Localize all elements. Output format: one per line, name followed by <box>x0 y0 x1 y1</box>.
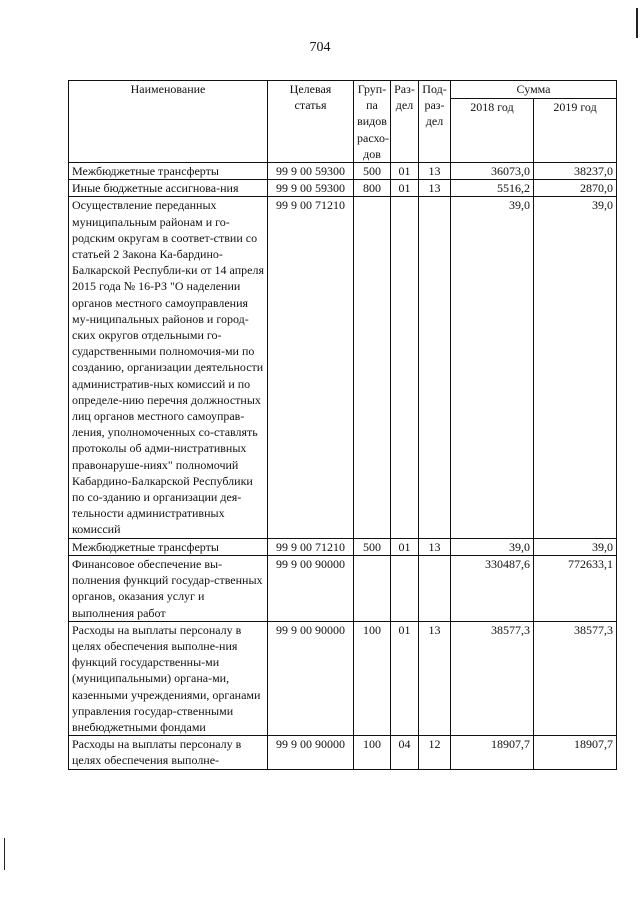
page-number: 704 <box>309 40 331 55</box>
header-year-2019: 2019 год <box>534 98 617 162</box>
row-section <box>391 555 419 621</box>
row-expense-group <box>354 555 391 621</box>
row-expense-group: 100 <box>354 621 391 735</box>
row-sum-2018: 39,0 <box>451 197 534 538</box>
row-target-article: 99 9 00 90000 <box>268 555 354 621</box>
row-sum-2018: 39,0 <box>451 538 534 555</box>
row-target-article: 99 9 00 90000 <box>268 621 354 735</box>
header-sum: Сумма <box>451 81 617 99</box>
row-name: Межбюджетные трансферты <box>69 538 268 555</box>
budget-table <box>68 80 617 770</box>
row-subsection: 12 <box>419 736 451 769</box>
left-edge-mark <box>4 838 5 870</box>
row-name: Иные бюджетные ассигнова-ния <box>69 180 268 197</box>
header-target-article: Целевая статья <box>268 81 354 163</box>
row-subsection: 13 <box>419 163 451 180</box>
table-row <box>69 621 617 735</box>
table-row <box>69 538 617 555</box>
row-target-article: 99 9 00 90000 <box>268 736 354 769</box>
header-name: Наименование <box>69 81 268 163</box>
row-section: 01 <box>391 621 419 735</box>
table-row <box>69 555 617 621</box>
row-section: 01 <box>391 180 419 197</box>
row-sum-2019: 38237,0 <box>534 163 617 180</box>
row-name: Осуществление переданных муниципальным районам и го-родским округам в соответ-ствии со статьей 2 Закона Ка-бардино-Балкарской Республи-ки от 14 апреля 2015 года № 16-РЗ "О наделении органов местного самоуправления му-ниципальных районов и город-ских округов отдельными го-сударственными полномочия-ми по созданию, организации деятельности административ-ных комиссий и по определе-нию перечня должностных лиц органов местного самоуправ-ления, уполномоченных со-ставлять протоколы об адми-нистративных правонаруше-ниях" полномочий Кабардино-Балкарской Республики по со-зданию и организации дея-тельности административных комиссий <box>69 197 268 538</box>
header-section: Раз-дел <box>391 81 419 163</box>
row-section: 01 <box>391 163 419 180</box>
header-row-1 <box>69 81 617 99</box>
row-subsection: 13 <box>419 538 451 555</box>
table-row <box>69 736 617 769</box>
row-expense-group <box>354 197 391 538</box>
row-name: Межбюджетные трансферты <box>69 163 268 180</box>
row-sum-2019: 2870,0 <box>534 180 617 197</box>
right-edge-mark <box>636 8 638 38</box>
header-expense-group: Груп-па видов расхо-дов <box>354 81 391 163</box>
table-row <box>69 197 617 538</box>
row-target-article: 99 9 00 71210 <box>268 538 354 555</box>
row-sum-2019: 772633,1 <box>534 555 617 621</box>
table-row <box>69 180 617 197</box>
row-section: 04 <box>391 736 419 769</box>
table-row <box>69 163 617 180</box>
row-target-article: 99 9 00 71210 <box>268 197 354 538</box>
row-expense-group: 500 <box>354 538 391 555</box>
row-expense-group: 800 <box>354 180 391 197</box>
row-name: Расходы на выплаты персоналу в целях обеспечения выполне-ния функций государственны-ми (муниципальными) органа-ми, казенными учреждениями, органами управления государ-ственными внебюджетными фондами <box>69 621 268 735</box>
row-expense-group: 500 <box>354 163 391 180</box>
row-sum-2019: 39,0 <box>534 197 617 538</box>
row-sum-2018: 36073,0 <box>451 163 534 180</box>
row-sum-2018: 5516,2 <box>451 180 534 197</box>
row-sum-2018: 38577,3 <box>451 621 534 735</box>
row-name: Финансовое обеспечение вы-полнения функций государ-ственных органов, оказания услуг и выполнения работ <box>69 555 268 621</box>
row-sum-2019: 39,0 <box>534 538 617 555</box>
row-subsection: 13 <box>419 180 451 197</box>
row-sum-2019: 18907,7 <box>534 736 617 769</box>
row-section <box>391 197 419 538</box>
row-subsection <box>419 555 451 621</box>
row-target-article: 99 9 00 59300 <box>268 163 354 180</box>
row-name: Расходы на выплаты персоналу в целях обеспечения выполне- <box>69 736 268 769</box>
row-sum-2018: 18907,7 <box>451 736 534 769</box>
table-body <box>69 81 617 770</box>
row-subsection <box>419 197 451 538</box>
row-target-article: 99 9 00 59300 <box>268 180 354 197</box>
row-expense-group: 100 <box>354 736 391 769</box>
row-subsection: 13 <box>419 621 451 735</box>
header-subsection: Под-раз-дел <box>419 81 451 163</box>
header-year-2018: 2018 год <box>451 98 534 162</box>
row-sum-2018: 330487,6 <box>451 555 534 621</box>
row-sum-2019: 38577,3 <box>534 621 617 735</box>
row-section: 01 <box>391 538 419 555</box>
